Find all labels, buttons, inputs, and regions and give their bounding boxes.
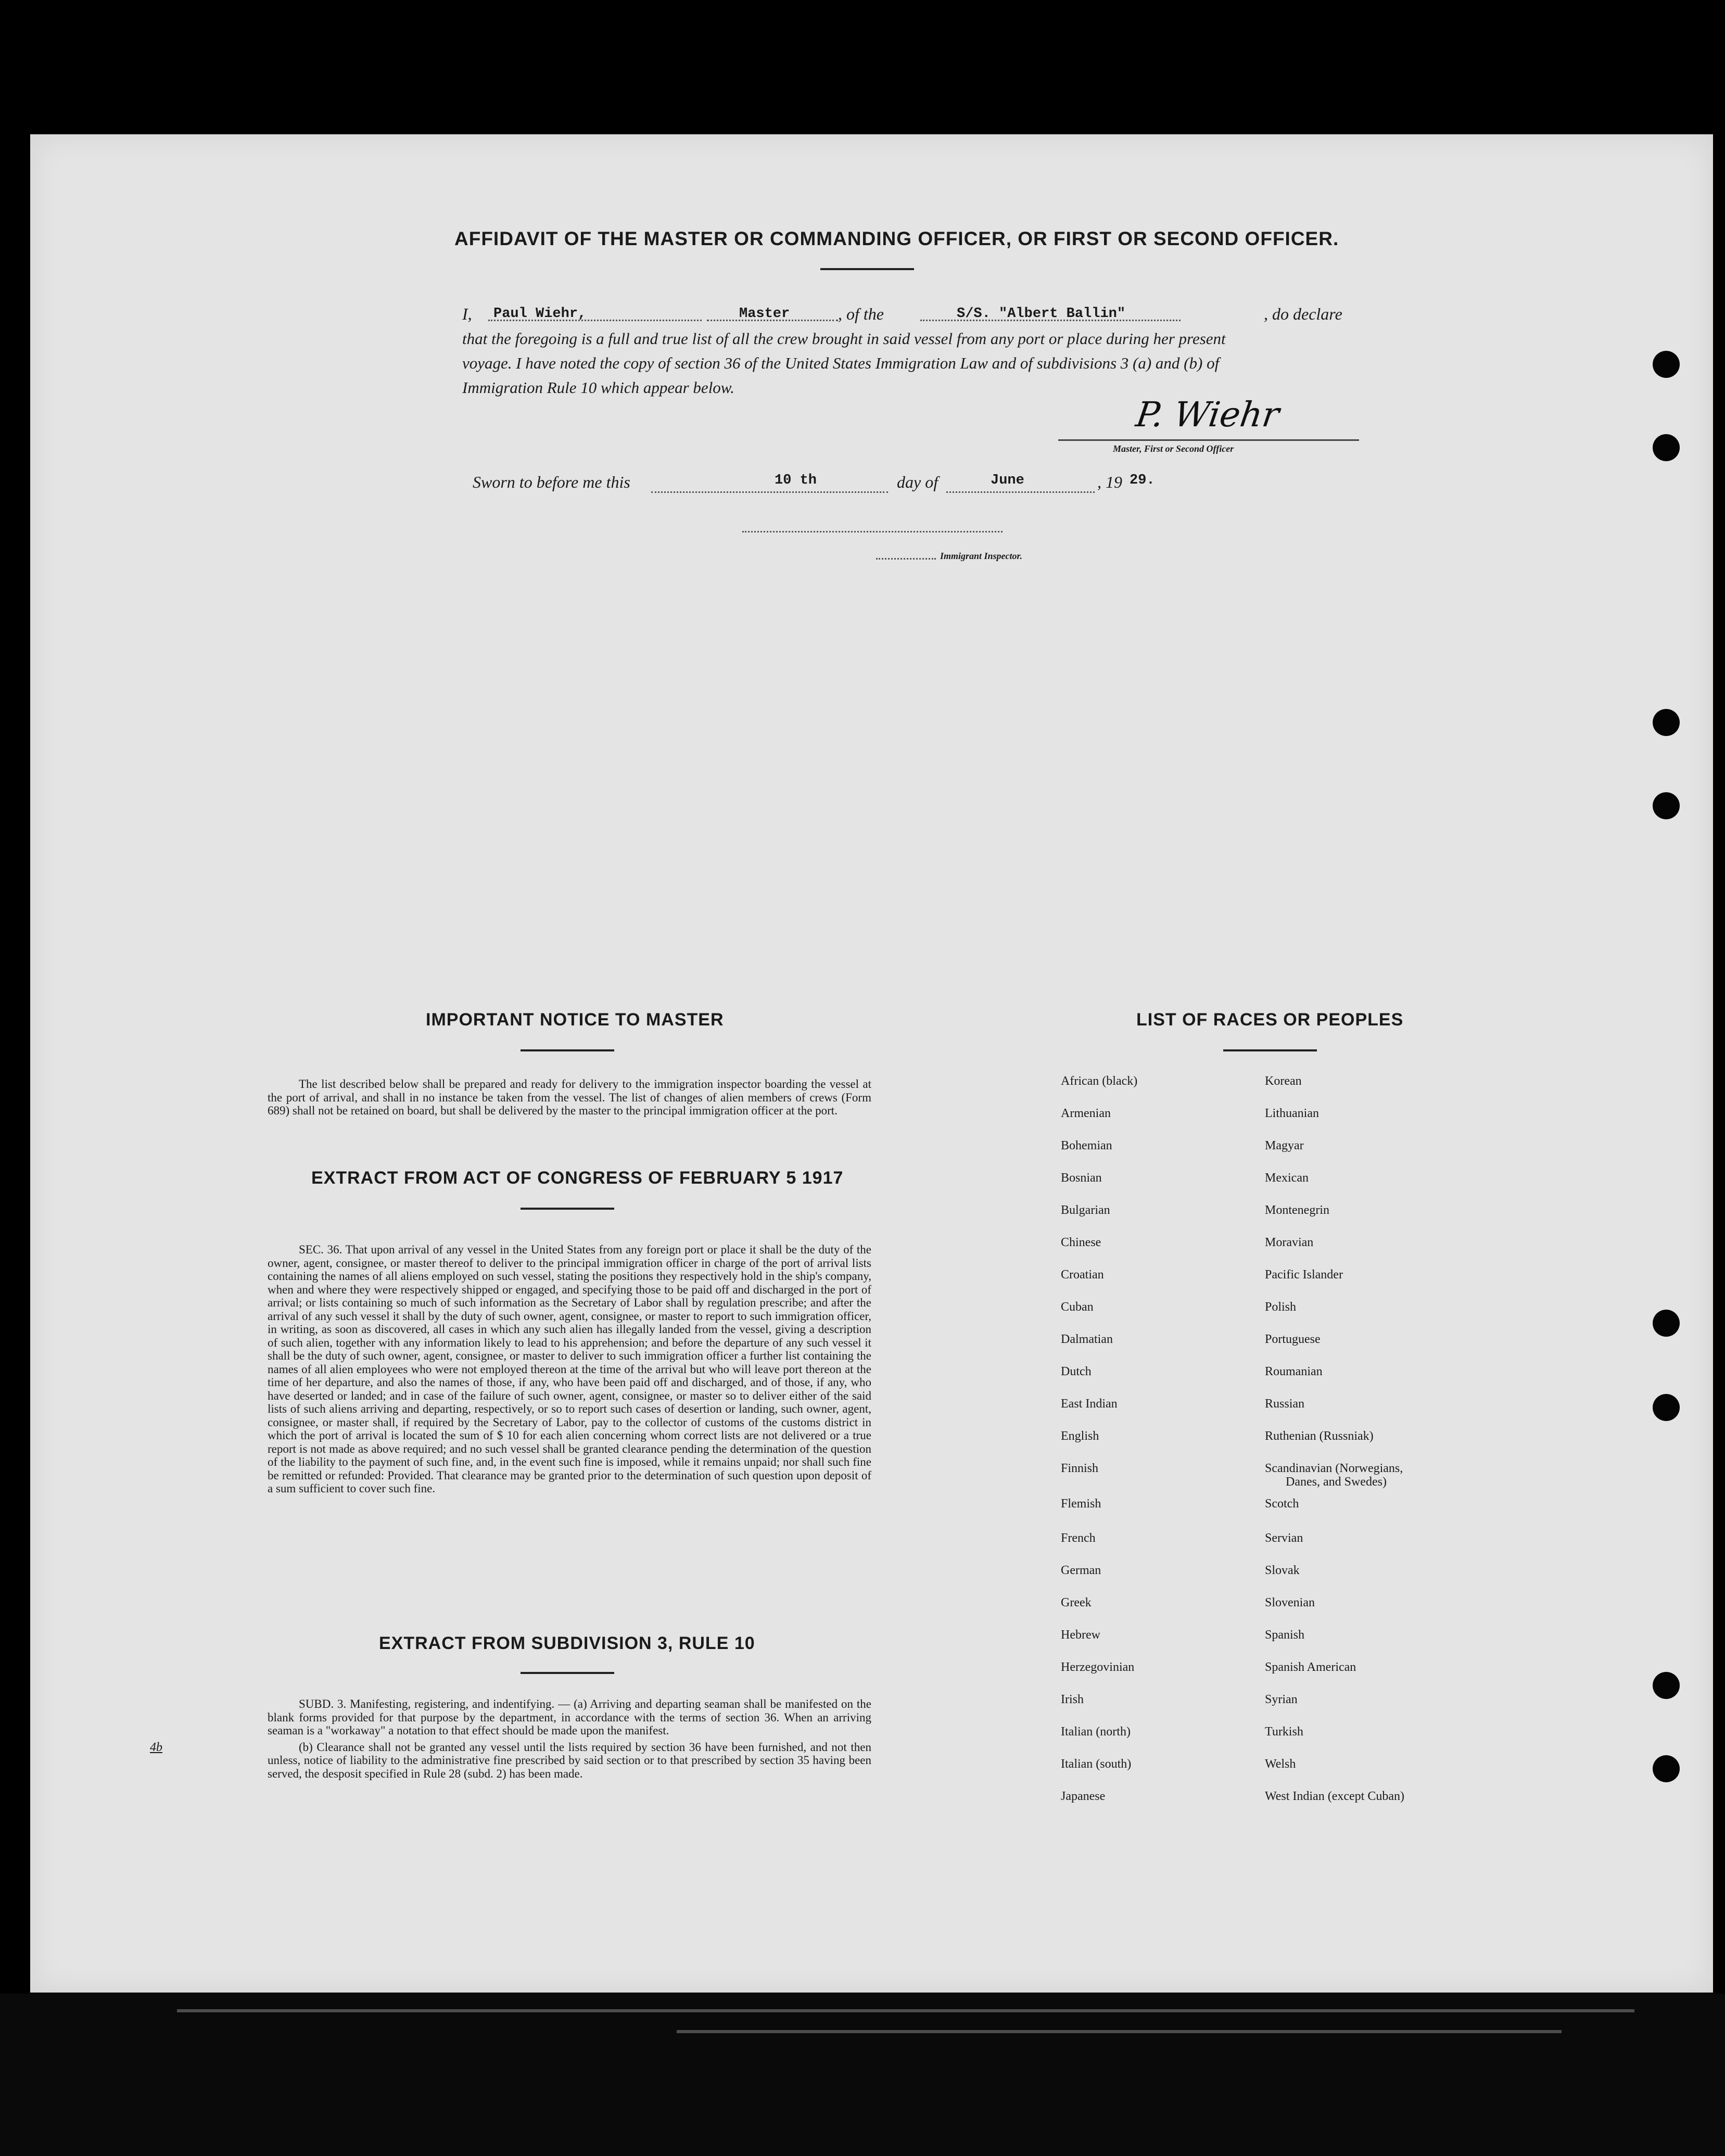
race-item: Italian (south) xyxy=(1061,1757,1132,1771)
sworn-month: June xyxy=(991,473,1024,488)
notice-title: IMPORTANT NOTICE TO MASTER xyxy=(426,1010,724,1030)
of-the-text: , of the xyxy=(838,305,884,323)
binder-hole xyxy=(1653,351,1680,378)
race-item: Croatian xyxy=(1061,1268,1104,1282)
race-item: Scotch xyxy=(1265,1497,1299,1511)
race-item: German xyxy=(1061,1564,1101,1577)
race-item: Portuguese xyxy=(1265,1333,1321,1346)
extract-rule-text xyxy=(268,1697,871,1783)
do-declare-text: , do declare xyxy=(1264,305,1342,323)
race-item: Russian xyxy=(1265,1397,1305,1411)
sworn-line xyxy=(473,473,1253,496)
extract-rule-rule xyxy=(521,1672,614,1674)
race-item: Syrian xyxy=(1265,1693,1298,1706)
notice-text xyxy=(268,1077,871,1121)
race-item: Lithuanian xyxy=(1265,1107,1319,1120)
binder-hole xyxy=(1653,1310,1680,1337)
binder-hole xyxy=(1653,1394,1680,1421)
race-item: East Indian xyxy=(1061,1397,1118,1411)
signature-caption: Master, First or Second Officer xyxy=(1113,443,1234,454)
master-name: Paul Wiehr, xyxy=(493,306,587,322)
race-item: Servian xyxy=(1265,1531,1303,1545)
race-item: Finnish xyxy=(1061,1462,1099,1475)
year-prefix: , 19 xyxy=(1097,473,1122,491)
master-signature: P. Wiehr xyxy=(1133,395,1282,435)
race-item: French xyxy=(1061,1531,1096,1545)
race-item: Korean xyxy=(1265,1074,1302,1088)
race-item: Moravian xyxy=(1265,1236,1314,1249)
declaration-line-3: Immigration Rule 10 which appear below. xyxy=(462,378,734,397)
race-item: Italian (north) xyxy=(1061,1725,1131,1739)
vessel-line xyxy=(920,320,1181,321)
race-item: Dutch xyxy=(1061,1365,1092,1378)
race-item: Bohemian xyxy=(1061,1139,1112,1152)
races-rule xyxy=(1223,1049,1317,1051)
extract-act-rule xyxy=(521,1208,614,1210)
scan-artifact xyxy=(177,2009,1634,2012)
affidavit-declaration xyxy=(462,302,1358,400)
race-item: Slovenian xyxy=(1265,1596,1315,1609)
race-item: Ruthenian (Russniak) xyxy=(1265,1429,1374,1443)
sworn-prefix: Sworn to before me this xyxy=(473,473,630,491)
extract-rule-title: EXTRACT FROM SUBDIVISION 3, RULE 10 xyxy=(379,1633,755,1653)
intro-word: I, xyxy=(462,305,472,323)
binder-hole xyxy=(1653,709,1680,736)
race-item: Danes, and Swedes) xyxy=(1286,1475,1387,1489)
race-item: Scandinavian (Norwegians, xyxy=(1265,1462,1403,1475)
inspector-caption: Immigrant Inspector. xyxy=(940,551,1023,561)
race-item: Polish xyxy=(1265,1300,1297,1314)
section-36-paragraph: SEC. 36. That upon arrival of any vessel in the United States from any foreign port or place it shall be the duty of the owner, agent, consignee, or master thereof to deliver to the principal immigration officer in charge of the port of arrival lists containing the names of all aliens employed on such vessel, stating the positions they respectively hold in the ship's company, when and where they were respectively shipped or engaged, and specifying those to be paid off and discharged in the port of arrival; or lists containing so much of such information as the Secretary of Labor shall by regulation prescribe; and after the arrival of any such vessel it shall by the duty of such owner, agent, consignee, or master to report to such immigration officer, in writing, as soon as discovered, all cases in which any such alien has illegally landed from the vessel, giving a description of such alien, together with any information likely to lead to his apprehension; and before the departure of any such vessel it shall be the duty of such owner, agent, consignee, or master to deliver to such immigration officer a further list containing the names of all alien employees who were not employed thereon at the time of the arrival but who will leave port thereon at the time of her departure, and also the names of those, if any, who have been paid off and discharged, and of those, if any, who have deserted or landed; and in case of the failure of such owner, agent, consignee, or master so to deliver either of the said lists of such aliens arriving and departing, respectively, or so to report such cases of desertion or landing, such owner, agent, consignee, or master shall, if required by the Secretary of Labor, pay to the collector of customs of the customs district in which the port of arrival is located the sum of $ 10 for each alien concerning whom correct lists are not delivered or a true report is not made as above required; and no such vessel shall be granted clearance pending the determination of the question of the liability to the payment of such fine, and, in the event such fine is imposed, while it remains unpaid; nor shall such fine be remitted or refunded: Provided. That clearance may be granted prior to the determination of such question upon deposit of a sum sufficient to cover such fine. xyxy=(268,1243,871,1495)
races-title: LIST OF RACES OR PEOPLES xyxy=(1136,1010,1404,1030)
notice-rule xyxy=(521,1049,614,1051)
race-item: Armenian xyxy=(1061,1107,1111,1120)
race-item: Irish xyxy=(1061,1693,1084,1706)
scan-artifact xyxy=(677,2030,1562,2033)
rank-line xyxy=(707,320,838,321)
race-item: Spanish xyxy=(1265,1628,1305,1642)
race-item: Pacific Islander xyxy=(1265,1268,1343,1282)
document-page xyxy=(30,134,1713,1993)
binder-hole xyxy=(1653,1672,1680,1699)
race-item: Chinese xyxy=(1061,1236,1101,1249)
race-item: Spanish American xyxy=(1265,1660,1356,1674)
race-item: Dalmatian xyxy=(1061,1333,1113,1346)
subdivision-a-paragraph: SUBD. 3. Manifesting, registering, and indentifying. — (a) Arriving and departing seaman shall be manifested on the blank forms provided for that purpose by the department, in accordance with the terms of section 36. When an arriving seaman is a "workaway" a notation to that effect should be made upon the manifest. xyxy=(268,1697,871,1737)
race-item: Welsh xyxy=(1265,1757,1296,1771)
day-of-text: day of xyxy=(897,473,938,491)
signature-line xyxy=(1058,439,1359,441)
day-line xyxy=(651,491,888,493)
race-item: Japanese xyxy=(1061,1790,1106,1803)
master-rank: Master xyxy=(739,306,790,322)
race-item: English xyxy=(1061,1429,1099,1443)
declaration-line-1: that the foregoing is a full and true list of all the crew brought in said vessel from any port or place during her present xyxy=(462,329,1226,348)
inspector-line-short xyxy=(876,558,936,560)
vessel-name: S/S. "Albert Ballin" xyxy=(957,306,1126,322)
race-item: Bulgarian xyxy=(1061,1203,1110,1217)
race-item: Bosnian xyxy=(1061,1171,1102,1185)
sworn-day: 10 th xyxy=(775,473,817,488)
declaration-line-2: voyage. I have noted the copy of section 36 of the United States Immigration Law and of subdivisions 3 (a) and (b) of xyxy=(462,354,1220,372)
race-item: Slovak xyxy=(1265,1564,1300,1577)
title-rule xyxy=(820,268,914,270)
subdivision-b-paragraph: (b) Clearance shall not be granted any vessel until the lists required by section 36 have been furnished, and not then unless, notice of liability to the administrative fine prescribed by said section or to that prescribed by section 35 having been served, the desposit specified in Rule 28 (subd. 2) has been made. xyxy=(268,1740,871,1780)
margin-note: 4b xyxy=(150,1741,162,1754)
race-item: Herzegovinian xyxy=(1061,1660,1135,1674)
sworn-year: 29. xyxy=(1130,473,1155,488)
race-item: Roumanian xyxy=(1265,1365,1323,1378)
binder-hole xyxy=(1653,792,1680,819)
extract-act-text xyxy=(268,1243,871,1499)
binder-hole xyxy=(1653,1755,1680,1782)
affidavit-title: AFFIDAVIT OF THE MASTER OR COMMANDING OFFICER, OR FIRST OR SECOND OFFICER. xyxy=(454,228,1339,249)
binder-hole xyxy=(1653,434,1680,461)
month-line xyxy=(946,491,1095,493)
race-item: West Indian (except Cuban) xyxy=(1265,1790,1404,1803)
name-line xyxy=(488,320,702,321)
inspector-line xyxy=(742,531,1003,532)
race-item: Magyar xyxy=(1265,1139,1304,1152)
extract-act-title: EXTRACT FROM ACT OF CONGRESS OF FEBRUARY 5 1917 xyxy=(311,1168,844,1188)
notice-paragraph: The list described below shall be prepared and ready for delivery to the immigration inspector boarding the vessel at the port of arrival, and shall in no instance be taken from the vessel. The list of changes of alien members of crews (Form 689) shall not be retained on board, but shall be delivered by the master to the principal immigration officer at the port. xyxy=(268,1077,871,1117)
scan-border-bottom xyxy=(0,1994,1725,2156)
race-item: Cuban xyxy=(1061,1300,1094,1314)
race-item: Montenegrin xyxy=(1265,1203,1329,1217)
race-item: Turkish xyxy=(1265,1725,1303,1739)
race-item: Greek xyxy=(1061,1596,1092,1609)
race-item: Hebrew xyxy=(1061,1628,1100,1642)
race-item: African (black) xyxy=(1061,1074,1138,1088)
race-item: Mexican xyxy=(1265,1171,1309,1185)
race-item: Flemish xyxy=(1061,1497,1101,1511)
